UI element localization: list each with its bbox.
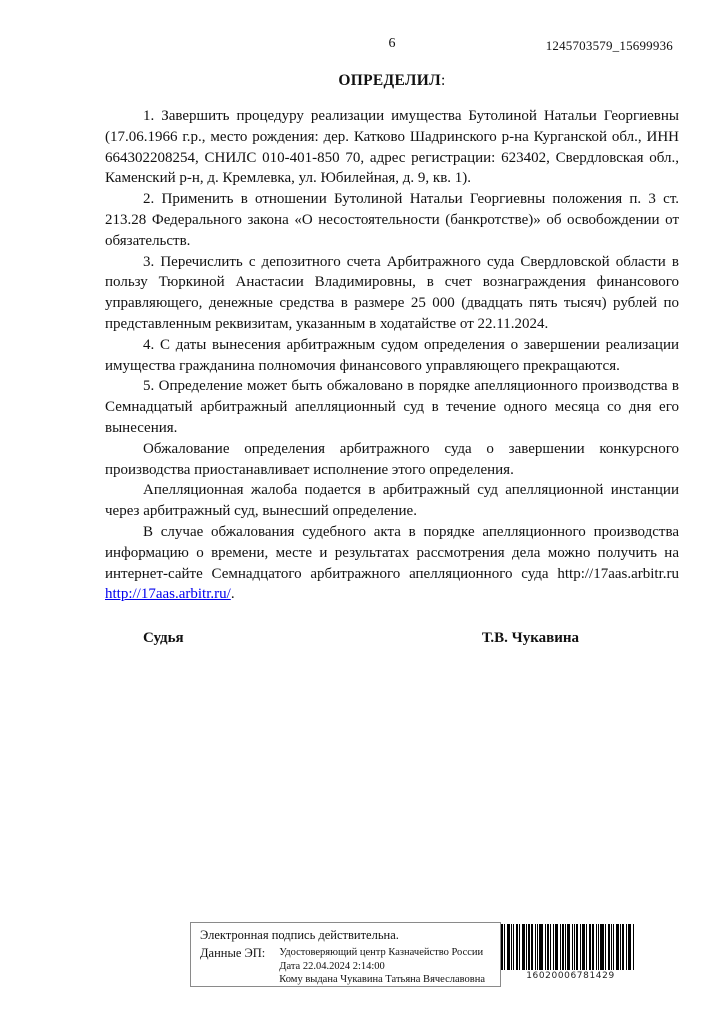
judge-role-label: Судья — [143, 630, 184, 647]
esign-data-row — [200, 946, 491, 987]
document-id: 1245703579_15699936 — [545, 38, 673, 53]
barcode-number: 16020006781429 — [526, 971, 615, 981]
judge-name: Т.В. Чукавина — [481, 630, 579, 647]
ruling-heading-word: ОПРЕДЕЛИЛ — [338, 72, 441, 89]
paragraph-text: 2. Применить в отношении Бутолиной Натальи Георгиевны положения п. 3 ст. 213.28 Федерального закона «О несостоятельности (банкротстве)» об освобождении от обязательств. — [105, 191, 679, 249]
esign-status-text: Электронная подпись действительна. — [200, 928, 399, 942]
signature-row — [105, 628, 679, 649]
appeal-court-link[interactable]: http://17aas.arbitr.ru/ — [105, 586, 231, 603]
paragraph — [105, 522, 679, 605]
paragraph — [105, 439, 679, 481]
paragraph-text: 1. Завершить процедуру реализации имущества Бутолиной Натальи Георгиевны (17.06.1966 г.р., место рождения: дер. Катково Шадринского р-на Курганской обл., ИНН 664302208254, СНИЛС 010-401-850 70, адрес регистрации: 623402, Свердловская обл., Каменский р-н, д. Кремлевка, ул. Юбилейная, д. 9, кв. 1). — [105, 108, 679, 187]
paragraph — [105, 376, 679, 438]
esign-details — [279, 946, 485, 987]
esign-detail-line: Дата 22.04.2024 2:14:00 — [279, 960, 385, 972]
page-number: 6 — [388, 36, 396, 51]
barcode — [501, 924, 640, 984]
paragraph-text: Обжалование определения арбитражного суда о завершении конкурсного производства приостанавливает исполнение этого определения. — [105, 440, 679, 478]
order-paragraphs — [105, 106, 679, 605]
paragraph-text: 3. Перечислить с депозитного счета Арбитражного суда Свердловской области в пользу Тюркиной Анастасии Владимировны, в счет вознаграждения финансового управляющего, денежные средства в размере 25 000 (двадцать пять тысяч) рублей по представленным реквизитам, указанным в ходатайстве от 22.11.2024. — [105, 253, 679, 332]
paragraph — [105, 480, 679, 522]
ruling-body — [105, 106, 679, 649]
electronic-signature-stamp — [190, 922, 501, 987]
paragraph — [105, 252, 679, 335]
paragraph-text: В случае обжалования судебного акта в порядке апелляционного производства информацию о времени, месте и результатах рассмотрения дела можно получить на интернет-сайте Семнадцатого арбитражного апелляционного суда http://17aas.arbitr.ru — [105, 523, 679, 582]
paragraph — [105, 189, 679, 251]
paragraph-text: 4. С даты вынесения арбитражным судом определения о завершении реализации имущества гражданина полномочия финансового управляющего прекращаются. — [105, 336, 679, 374]
paragraph-after-link: . — [230, 586, 235, 603]
paragraph-text: 5. Определение может быть обжаловано в порядке апелляционного производства в Семнадцатый арбитражный апелляционный суд в течение одного месяца со дня его вынесения. — [105, 378, 679, 436]
paragraph-text: Апелляционная жалоба подается в арбитражный суд апелляционной инстанции через арбитражный суд, вынесший определение. — [105, 482, 679, 520]
ruling-heading — [105, 72, 679, 90]
esign-detail-line: Удостоверяющий центр Казначейство России — [279, 947, 484, 958]
esign-data-label: Данные ЭП: — [200, 946, 266, 960]
paragraph — [105, 106, 679, 189]
esign-detail-line: Кому выдана Чукавина Татьяна Вячеславовна — [279, 974, 486, 985]
ruling-heading-colon: : — [440, 72, 446, 89]
paragraph — [105, 335, 679, 377]
barcode-bars — [501, 924, 640, 970]
